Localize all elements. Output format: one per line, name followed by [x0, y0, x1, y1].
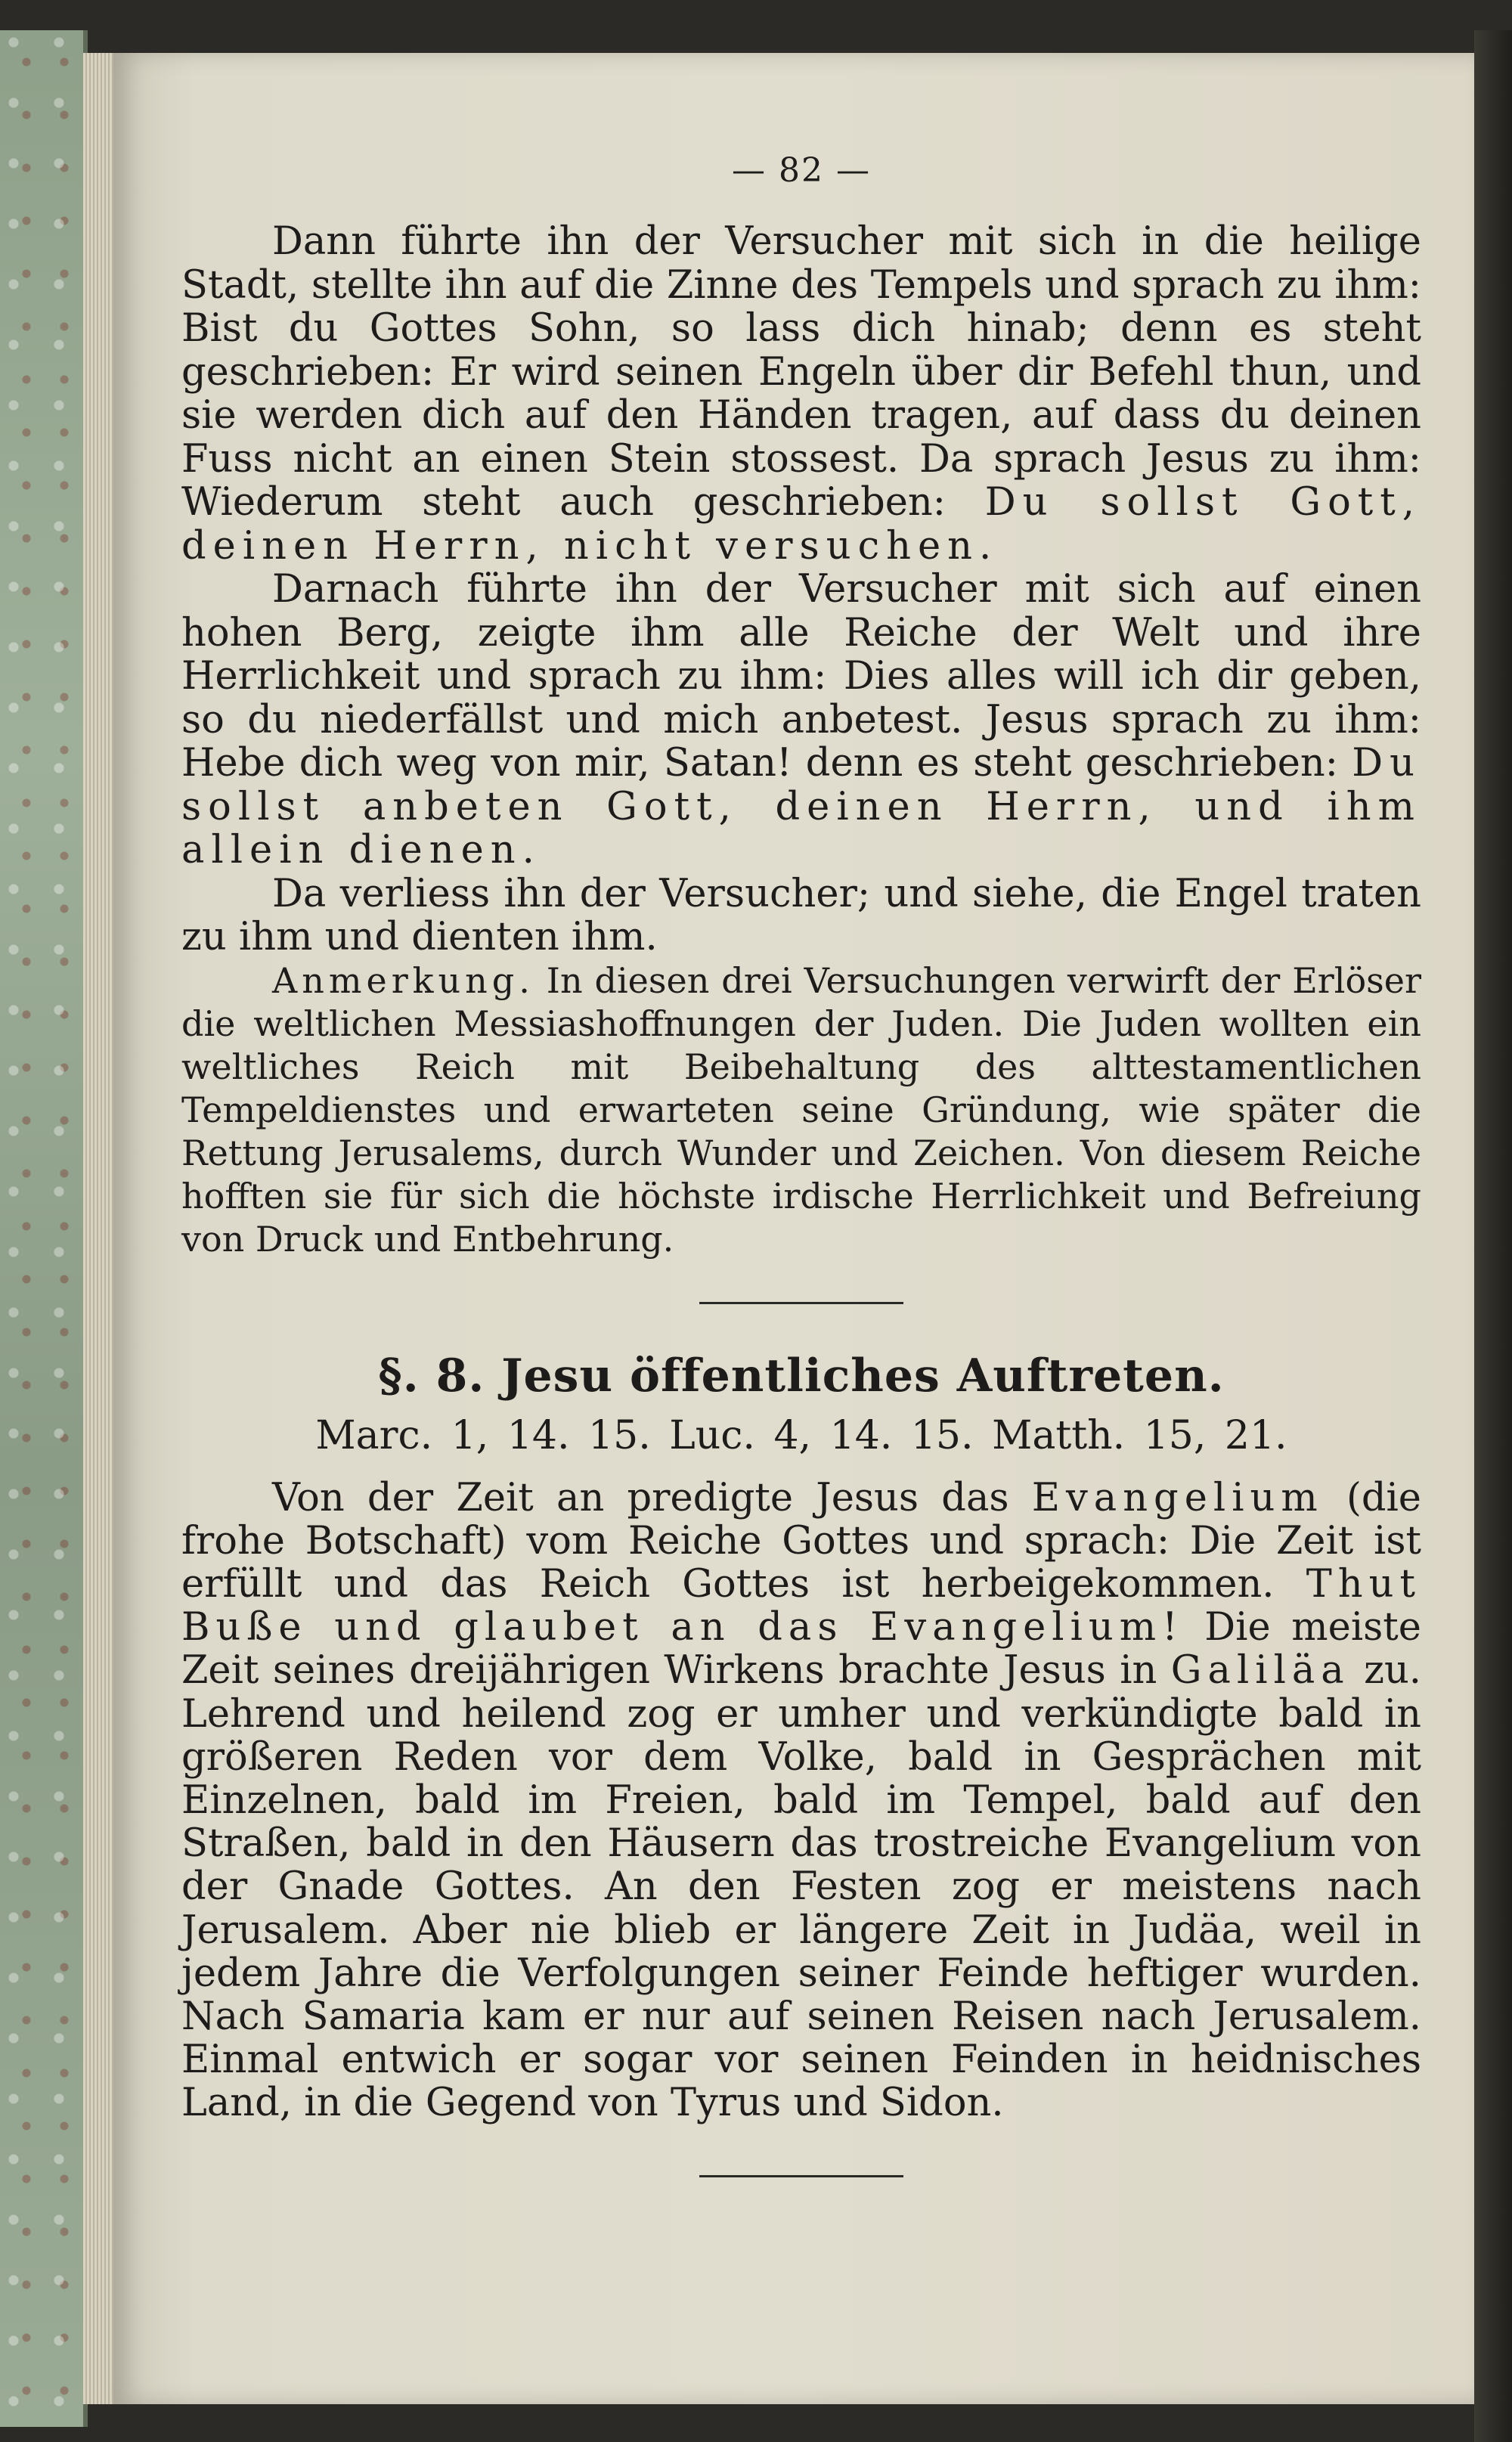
- note-text: In diesen drei Versuchungen verwirft der Erlöser die weltlichen Messiashoffnungen der Juden. Die Juden wollten ein weltliches Reich mit Beibehaltung des alttestamentlichen Tempeldienstes und erwarteten seine Gründung, wie später die Rettung Jerusalems, durch Wunder und Zeichen. Von diesem Reiche hofften sie für sich die höchste irdische Herrlichkeit und Befreiung von Druck und Entbehrung.: [181, 959, 1421, 1260]
- spaced-term: Galiläa: [1170, 1648, 1350, 1694]
- annotation-note: [181, 959, 1421, 1261]
- page-edges: [83, 53, 113, 2404]
- page-number: — 82 —: [732, 151, 871, 190]
- paragraph-text: Darnach führte ihn der Versucher mit sich auf einen hohen Berg, zeigte ihm alle Reiche der Welt und ihre Herrlichkeit und sprach zu ihm: Dies alles will ich dir geben, so du niederfällst und mich anbetest. Jesus sprach zu ihm: Hebe dich weg von mir, Satan! denn es steht geschrieben:: [181, 567, 1421, 786]
- paragraph-ministry: [181, 1477, 1421, 2125]
- paragraph-text: zu. Lehrend und heilend zog er umher und verkündigte bald in größeren Reden vor dem Volke, bald in Gesprächen mit Einzelnen, bald im Freien, bald im Tempel, bald auf den Straßen, bald in den Häusern das trostreiche Evangelium von der Gnade Gottes. An den Festen zog er meistens nach Jerusalem. Aber nie blieb er längere Zeit in Judäa, weil in jedem Jahre die Verfolgungen seiner Feinde heftiger wurden. Nach Samaria kam er nur auf seinen Reisen nach Jerusalem. Einmal entwich er sogar vor seinen Feinden in heidnisches Land, in die Gegend von Tyrus und Sidon.: [181, 1648, 1422, 2126]
- end-divider: [699, 2175, 903, 2177]
- paragraph-temple: [181, 220, 1421, 568]
- binding-shadow: [1474, 30, 1512, 2442]
- paragraph-text: Von der Zeit an predigte Jesus das: [272, 1475, 1032, 1520]
- scripture-references: Marc. 1, 14. 15. Luc. 4, 14. 15. Matth. 15, 21.: [315, 1412, 1287, 1458]
- page-content: [181, 151, 1421, 2177]
- paragraph-text: Dann führte ihn der Versucher mit sich in die heilige Stadt, stellte ihn auf die Zinne des Tempels und sprach zu ihm: Bist du Gottes Sohn, so lass dich hinab; denn es steht geschrieben: Er wird seinen Engeln über dir Befehl thun, und sie werden dich auf den Händen tragen, auf dass du deinen Fuss nicht an einen Stein stossest. Da sprach Jesus zu ihm: Wiederum steht auch geschrieben:: [181, 219, 1421, 525]
- paragraph-mountain: [181, 568, 1421, 872]
- section-heading: §. 8. Jesu öffentliches Auftreten.: [378, 1349, 1225, 1402]
- section-divider: [699, 1302, 903, 1304]
- quotation-spaced: Du sollst Gott, deinen Herrn, nicht versuchen.: [181, 480, 1421, 569]
- quotation-spaced: Du sollst anbeten Gott, deinen Herrn, und ihm allein dienen.: [181, 741, 1421, 872]
- note-label: Anmerkung.: [272, 959, 534, 1001]
- paragraph-text: (die frohe Botschaft) vom Reiche Gottes und sprach: Die Zeit ist erfüllt und das Reich Gottes ist herbeigekommen.: [181, 1475, 1421, 1607]
- spaced-term: Evangelium: [1031, 1475, 1324, 1520]
- spaced-term: Thut Buße und glaubet an das Evangelium!: [181, 1561, 1421, 1650]
- paragraph-text: Die meiste Zeit seines dreijährigen Wirkens brachte Jesus in: [181, 1605, 1421, 1694]
- paragraph-angels: Da verliess ihn der Versucher; und siehe, die Engel traten zu ihm und dienten ihm.: [181, 871, 1421, 959]
- marbled-cover-edge: [0, 30, 88, 2427]
